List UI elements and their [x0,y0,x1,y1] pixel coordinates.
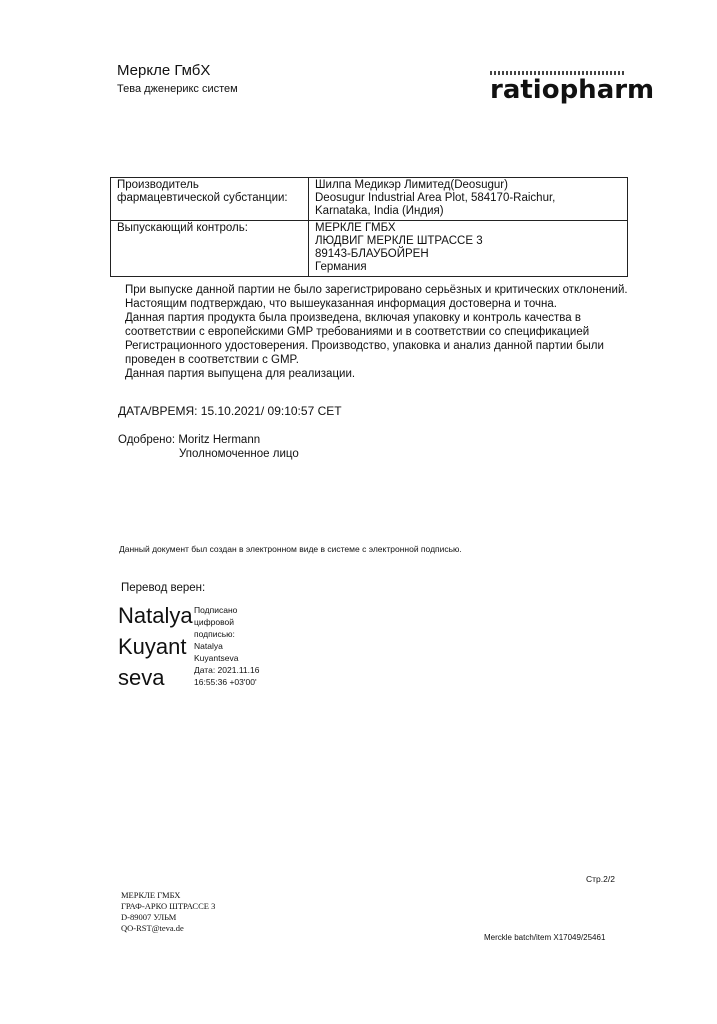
translation-label: Перевод верен: [121,582,206,594]
footer-address [121,890,215,934]
release-datetime: ДАТА/ВРЕМЯ: 15.10.2021/ 09:10:57 CET [118,404,342,418]
row-value [309,221,628,277]
signature-line: Дата: 2021.11.16 [194,665,260,675]
footer-line: D-89007 УЛЬМ [121,912,177,922]
signature-line: Подписано [194,605,238,615]
page-number: Стр.2/2 [586,874,615,884]
value-line: ЛЮДВИГ МЕРКЛЕ ШТРАССЕ 3 [315,235,483,247]
batch-reference: Merckle batch/item X17049/25461 [484,933,606,942]
value-line: Deosugur Industrial Area Plot, 584170-Raichur, [315,192,556,204]
signer-name-large [118,600,193,693]
statement-line: Данная партия продукта была произведена, включая упаковку и контроль качества в [125,312,581,324]
approver-role: Уполномоченное лицо [179,448,299,460]
statement-line: Данная партия выпущена для реализации. [125,368,356,380]
table-row [111,221,628,277]
value-line: Шилпа Медикэр Лимитед(Deosugur) [315,179,508,191]
release-statement [125,283,628,381]
signature-line: Kuyantseva [194,653,239,663]
statement-line: При выпуске данной партии не было зарегистрировано серьёзных и критических отклонений. [125,284,628,296]
row-key [111,178,309,221]
row-key [111,221,309,277]
key-line: Выпускающий контроль: [117,222,248,234]
footer-line: QO-RST@teva.de [121,923,184,933]
row-value [309,178,628,221]
signature-line: подписью: [194,629,235,639]
key-line: Производитель [117,179,199,191]
statement-line: Настоящим подтверждаю, что вышеуказанная информация достоверна и точна. [125,298,557,310]
value-line: Karnataka, India (Индия) [315,205,444,217]
statement-line: проведен в соответствии с GMP. [125,354,299,366]
electronic-signature-note: Данный документ был создан в электронном виде в системе с электронной подписью. [119,544,462,554]
value-line: 89143-БЛАУБОЙРЕН [315,248,429,260]
signer-name-line: seva [118,665,165,690]
key-line: фармацевтической субстанции: [117,192,288,204]
release-info-table [110,177,628,277]
signature-line: Natalya [194,641,223,651]
ratiopharm-logo: ratiopharm [490,75,655,105]
signature-line: 16:55:36 +03'00' [194,677,257,687]
table-row [111,178,628,221]
signer-name-line: Natalya [118,603,193,628]
signer-name-line: Kuyant [118,634,187,659]
company-name: Меркле ГмбХ [117,62,211,79]
digital-signature-details [194,604,259,688]
footer-line: ГРАФ-АРКО ШТРАССЕ 3 [121,901,216,911]
statement-line: Регистрационного удостоверения. Производство, упаковка и анализ данной партии были [125,340,604,352]
signature-line: цифровой [194,617,234,627]
approval-block [118,433,299,461]
approved-by: Одобрено: Moritz Hermann [118,434,261,446]
footer-line: МЕРКЛЕ ГМБХ [121,890,181,900]
value-line: Германия [315,261,367,273]
statement-line: соответствии с европейскими GMP требованиями и в соответствии со спецификацией [125,326,590,338]
company-subtitle: Тева дженерикс систем [117,83,238,95]
value-line: МЕРКЛЕ ГМБХ [315,222,396,234]
